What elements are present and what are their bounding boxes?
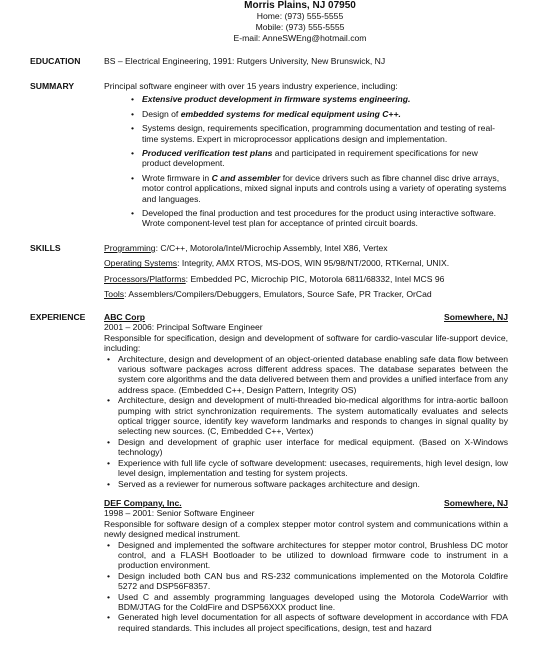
summary-item (104, 173, 508, 204)
skill-operating-systems (104, 258, 508, 268)
job-duty: • Generated high level documentation for all aspects of software development in accordance with FDA required standards. This includes all project specifications, design, test and hazard (104, 612, 508, 633)
job-description: Responsible for specification, design and development of software for cardio-vascular life-support device, including: (104, 332, 508, 354)
resume-header (150, 0, 450, 44)
job-duty: • Experience with full life cycle of software development: usecases, requirements, high level design, low level design, implementation and testing for system projects. (104, 458, 508, 479)
summary-item (104, 109, 508, 119)
skill-value: : Assemblers/Compilers/Debuggers, Emulators, Source Safe, PR Tracker, OrCad (124, 289, 432, 300)
job-duties (104, 354, 508, 489)
summary-item-text: Design of (142, 108, 181, 119)
job-duty: • Served as a reviewer for numerous software packages architecture and design. (104, 479, 508, 489)
contact-home-phone: Home: (973) 555-5555 (256, 11, 344, 21)
summary-item (104, 208, 508, 229)
summary-item (104, 123, 508, 144)
job-duty: • Design included both CAN bus and RS-232 communications implemented on the Motorola Coldfire 5272 and DSP56F8357. (104, 571, 508, 592)
job-duty: • Architecture, design and development of an object-oriented database enabling safe data flow between various software packages across different address spaces. The database separates between the system core algorithms and the data delivered between them and provides a unified interface from any address space. (Embedded C++, Design Pattern, Integrity OS) (104, 354, 508, 396)
skills-label: SKILLS (30, 243, 61, 253)
job-duty: • Designed and implemented the software architectures for stepper motor control, Brushless DC motor control, and a FLASH Bootloader to be utilized to download firmware code to instrument in a production environment. (104, 540, 508, 571)
summary-item (104, 148, 508, 169)
summary-item-emphasis: embedded systems for medical equipment using C++. (180, 108, 401, 119)
job-location: Somewhere, NJ (444, 497, 508, 508)
summary-section (104, 81, 508, 233)
job-company: DEF Company, Inc. (104, 497, 182, 508)
skill-label: Processors/Platforms (104, 273, 186, 284)
skill-programming (104, 243, 508, 253)
summary-item-text: Systems design, requirements specification, programming documentation and testing of real-time systems. Expert in microprocessor applications design and implementation. (142, 123, 495, 144)
summary-item (104, 94, 508, 104)
job-entry (104, 498, 508, 633)
job-duty: • Used C and assembly programming languages developed using the Motorola CodeWarrior with BDM/JTAG for the ColdFire and DSP56XXX product line. (104, 592, 508, 613)
job-company: ABC Corp (104, 312, 146, 322)
skill-processors (104, 274, 508, 284)
job-duty: • Architecture, design and development of multi-threaded bio-medical algorithms for intra-aortic balloon pumping with strict synchronization requirements. The system automatically evaluates and selects optical trigger source, identify key waveform landmarks and responds to changes in signal quality by selecting new sources. (C, Embedded C++, Vertex) (104, 395, 508, 437)
skill-value: : Embedded PC, Microchip PIC, Motorola 6811/68332, Intel MCS 96 (185, 273, 445, 284)
skill-value: : Integrity, AMX RTOS, MS-DOS, WIN 95/98/NT/2000, RTKernal, UNIX. (177, 258, 450, 269)
summary-item-emphasis: Produced verification test plans (142, 148, 273, 159)
job-duties (104, 540, 508, 634)
skill-label: Tools (104, 289, 125, 300)
summary-item-emphasis: C and assembler (211, 172, 281, 183)
summary-intro: Principal software engineer with over 15 years industry experience, including: (104, 81, 398, 91)
summary-item-emphasis: Extensive product development in firmware systems engineering. (142, 94, 411, 105)
summary-list (104, 94, 508, 228)
summary-label: SUMMARY (30, 81, 75, 91)
summary-item-text: for device drivers such as fibre channel disc drive arrays, motor control applications, mixed signal inputs and controls using a variety of operating systems and languages. (142, 172, 507, 204)
skill-value: : C/C++, Motorola/Intel/Microchip Assembly, Intel X86, Vertex (155, 243, 388, 253)
experience-label: EXPERIENCE (30, 312, 86, 322)
job-entry (104, 312, 508, 489)
skill-label: Programming (104, 243, 156, 253)
summary-item-text: Developed the final production and test procedures for the product using interactive software. Wrote component-level test plan for acceptance of printed circuit boards. (142, 208, 496, 229)
job-duty: • Design and development of graphic user interface for medical equipment. (Based on X-Windows technology) (104, 437, 508, 458)
job-header (104, 498, 508, 508)
summary-item-text: and participated in requirement specifications for new product development. (142, 148, 478, 169)
contact-location: Morris Plains, NJ 07950 (244, 0, 356, 11)
experience-section (104, 312, 508, 633)
job-title: 1998 – 2001: Senior Software Engineer (104, 508, 255, 519)
contact-mobile-phone: Mobile: (973) 555-5555 (255, 22, 345, 32)
education-label: EDUCATION (30, 56, 81, 66)
contact-email: E-mail: AnneSWEng@hotmail.com (233, 33, 367, 43)
skill-label: Operating Systems (104, 258, 178, 269)
education-text: BS – Electrical Engineering, 1991: Rutgers University, New Brunswick, NJ (104, 56, 386, 66)
skill-tools (104, 289, 508, 299)
skills-section (104, 243, 508, 305)
job-description: Responsible for software design of a complex stepper motor control system and communications within a newly designed medical instrument. (104, 518, 508, 540)
job-location: Somewhere, NJ (444, 312, 508, 322)
job-header (104, 312, 508, 322)
summary-item-text: Wrote firmware in (142, 172, 212, 183)
job-title: 2001 – 2006: Principal Software Engineer (104, 322, 263, 333)
